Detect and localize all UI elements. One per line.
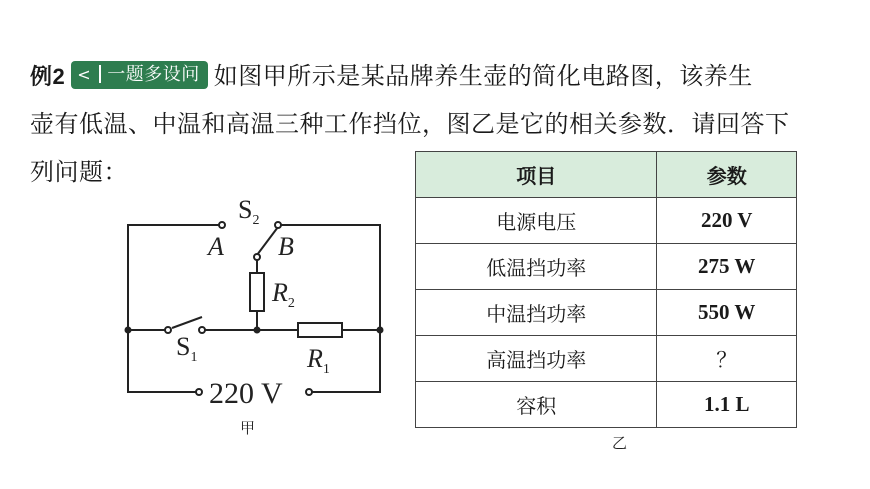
svg-text:S2: [238, 195, 259, 228]
caption-fig-b: 乙: [612, 434, 628, 452]
parameter-table: [415, 151, 797, 428]
table-cell-item: 容积: [416, 382, 657, 428]
label-s2: S: [238, 195, 253, 224]
question-line-3: 列问题：: [30, 158, 128, 186]
junction-left: [125, 327, 132, 334]
resistor-r1: [298, 323, 342, 337]
terminal-b: [275, 222, 281, 228]
circuit-diagram: [110, 185, 400, 415]
badge-label: 一题多设问: [107, 64, 200, 85]
table-row: [416, 198, 797, 244]
label-r2: R: [272, 278, 288, 307]
table-cell-item: 电源电压: [416, 198, 657, 244]
junction-center: [254, 327, 261, 334]
terminal-s1-right: [199, 327, 205, 333]
terminal-a: [219, 222, 225, 228]
caption-fig-a: 甲: [240, 419, 256, 437]
wire-top-left: [128, 225, 220, 330]
table-cell-value: 220 V: [657, 198, 797, 244]
table-cell-value: 1.1 L: [657, 382, 797, 428]
label-b: B: [278, 232, 294, 261]
table-row: [416, 382, 797, 428]
switch-s2-blade: [257, 227, 278, 255]
svg-text:R2: [271, 278, 295, 311]
switch-s1-blade: [172, 317, 202, 328]
share-icon: <: [77, 65, 92, 84]
badge-divider: [99, 65, 101, 83]
table-header-row: [416, 152, 797, 198]
table-header-item: 项目: [416, 152, 657, 198]
terminal-supply-right: [306, 389, 312, 395]
junction-right: [377, 327, 384, 334]
label-voltage: 220 V: [209, 377, 283, 410]
label-r1: R: [307, 344, 323, 373]
question-line-2: 壶有低温、中温和高温三种工作挡位，图乙是它的相关参数．请回答下: [30, 110, 790, 138]
table-row: [416, 290, 797, 336]
label-r1-sub: 1: [322, 362, 330, 377]
question-line-1-text: 如图甲所示是某品牌养生壶的简化电路图，该养生: [213, 62, 753, 90]
multi-question-badge: [71, 61, 208, 89]
table-cell-value: 275 W: [657, 244, 797, 290]
terminal-supply-left: [196, 389, 202, 395]
label-s1: S: [176, 332, 191, 361]
table-cell-value: 550 W: [657, 290, 797, 336]
table-header-value: 参数: [657, 152, 797, 198]
table-cell-value: ？: [657, 336, 797, 382]
example-label: 例2: [30, 64, 66, 89]
table-cell-item: 中温挡功率: [416, 290, 657, 336]
svg-text:S1: [176, 332, 197, 365]
svg-text:R1: [306, 344, 330, 377]
question-line-1: [30, 52, 830, 100]
label-a: A: [208, 232, 224, 261]
resistor-r2: [250, 273, 264, 311]
table-row: [416, 336, 797, 382]
label-s2-sub: 2: [252, 213, 260, 228]
table-cell-item: 高温挡功率: [416, 336, 657, 382]
terminal-s2-pivot: [254, 254, 260, 260]
terminal-s1-left: [165, 327, 171, 333]
label-r2-sub: 2: [287, 296, 295, 311]
table-cell-item: 低温挡功率: [416, 244, 657, 290]
table-row: [416, 244, 797, 290]
label-s1-sub: 1: [190, 350, 198, 365]
